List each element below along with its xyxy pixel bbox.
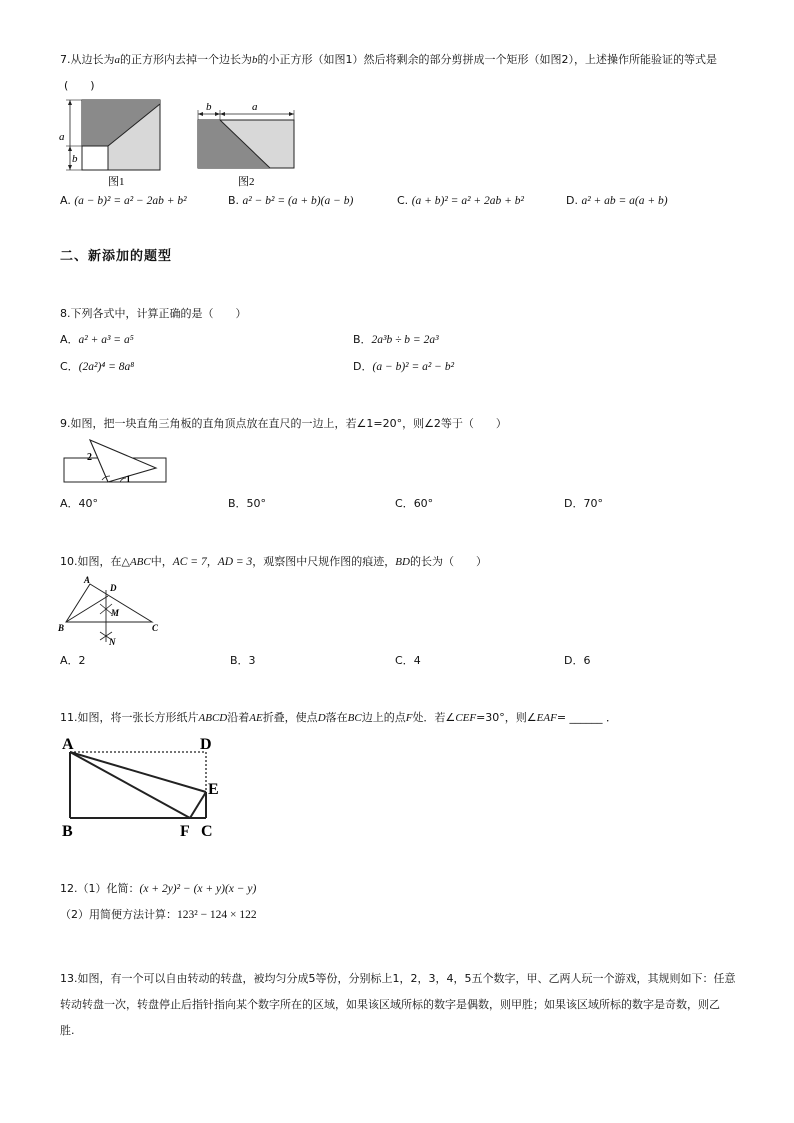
q7-fig2-label-b: b [206,101,212,113]
q10-option-d: D．6 [564,654,591,667]
q13-line-3: 胜. [60,1024,75,1037]
q7-fig1-small-square [82,146,108,170]
section-title: 二、新添加的题型 [60,249,173,264]
q9-option-b: B．50° [228,497,267,510]
q12-part-2: （2）用简便方法计算：123² − 124 × 122 [60,908,257,921]
q7-fig1-caption: 图1 [108,176,125,188]
q10-option-c: C．4 [395,654,421,667]
q9-figure [58,438,174,486]
q10-label-B: B [58,623,65,633]
q13-line-2: 转动转盘一次，转盘停止后指针指向某个数字所在的区域，如果该区域所标的数字是偶数，则甲胜；如果该区域所标的数字是奇数，则乙 [60,998,720,1011]
q10-label-M: M [111,608,120,618]
q10-stem: 10.如图，在△ABC中，AC = 7，AD = 3，观察图中尺规作图的痕迹，BD的长为（ ） [60,555,487,568]
q10-option-b: B．3 [230,654,256,667]
q7-option-b: B. a² − b² = (a + b)(a − b) [228,194,354,207]
q8-option-b: B．2a³b ÷ b = 2a³ [353,333,439,346]
q11-figure [58,732,228,840]
q7-stem: 7.从边长为a的正方形内去掉一个边长为b的小正方形（如图1）然后将剩余的部分剪拼成一个矩形（如图2），上述操作所能验证的等式是 [60,53,717,66]
q10-figure [56,574,166,648]
q10-triangle [66,584,152,622]
q10-label-C: C [152,623,159,633]
q7-figure-1 [59,100,160,188]
q9-option-d: D．70° [564,497,603,510]
q11-fold-line-AE [70,752,206,792]
q12-part-1: 12.（1）化简：(x + 2y)² − (x + y)(x − y) [60,882,257,895]
q7-fig2-label-a: a [252,101,258,113]
q10-label-N: N [109,637,116,647]
q13-line-1: 13.如图，有一个可以自由转动的转盘，被均匀分成5等份，分别标上1，2，3，4，5五个数字，甲、乙两人玩一个游戏，其规则如下：任意 [60,972,736,985]
q8-stem: 8.下列各式中，计算正确的是（ ） [60,307,247,320]
q11-label-A: A [62,736,74,753]
q11-line-AF [70,752,190,818]
q7-figures [52,96,302,190]
q9-stem: 9.如图，把一块直角三角板的直角顶点放在直尺的一边上，若∠1=20°，则∠2等于（ ） [60,417,507,430]
q8-option-d: D．(a − b)² = a² − b² [353,360,455,373]
q13-stem [60,966,735,1044]
q8-option-c: C．(2a²)⁴ = 8a⁸ [60,360,135,373]
q9-option-c: C．60° [395,497,434,510]
q7-option-d: D. a² + ab = a(a + b) [566,194,668,207]
q7-option-c: C. (a + b)² = a² + 2ab + b² [397,194,524,207]
q9-label-1: 1 [126,474,131,484]
q7-option-a: A. (a − b)² = a² − 2ab + b² [60,194,187,207]
q7-paren: ( ) [64,79,95,92]
q11-label-F: F [180,823,190,840]
q11-stem: 11.如图，将一张长方形纸片ABCD沿着AE折叠，使点D落在BC边上的点F处．若∠CEF=30°，则∠EAF= ______ ． [60,711,618,724]
q7-fig1-label-b: b [72,153,78,165]
q11-line-FE [190,792,206,818]
q7-fig2-caption: 图2 [238,176,255,188]
q11-label-C: C [201,823,213,840]
q9-label-2: 2 [87,452,92,463]
q8-option-a: A．a² + a³ = a⁵ [60,333,134,346]
q11-label-D: D [200,736,212,753]
q10-label-D: D [110,583,117,593]
q10-option-a: A．2 [60,654,86,667]
q10-label-A: A [84,575,91,585]
q11-label-E: E [208,781,219,798]
q9-option-a: A．40° [60,497,99,510]
q7-fig1-label-a: a [59,131,65,143]
q7-figure-2 [198,101,294,188]
q11-label-B: B [62,823,73,840]
